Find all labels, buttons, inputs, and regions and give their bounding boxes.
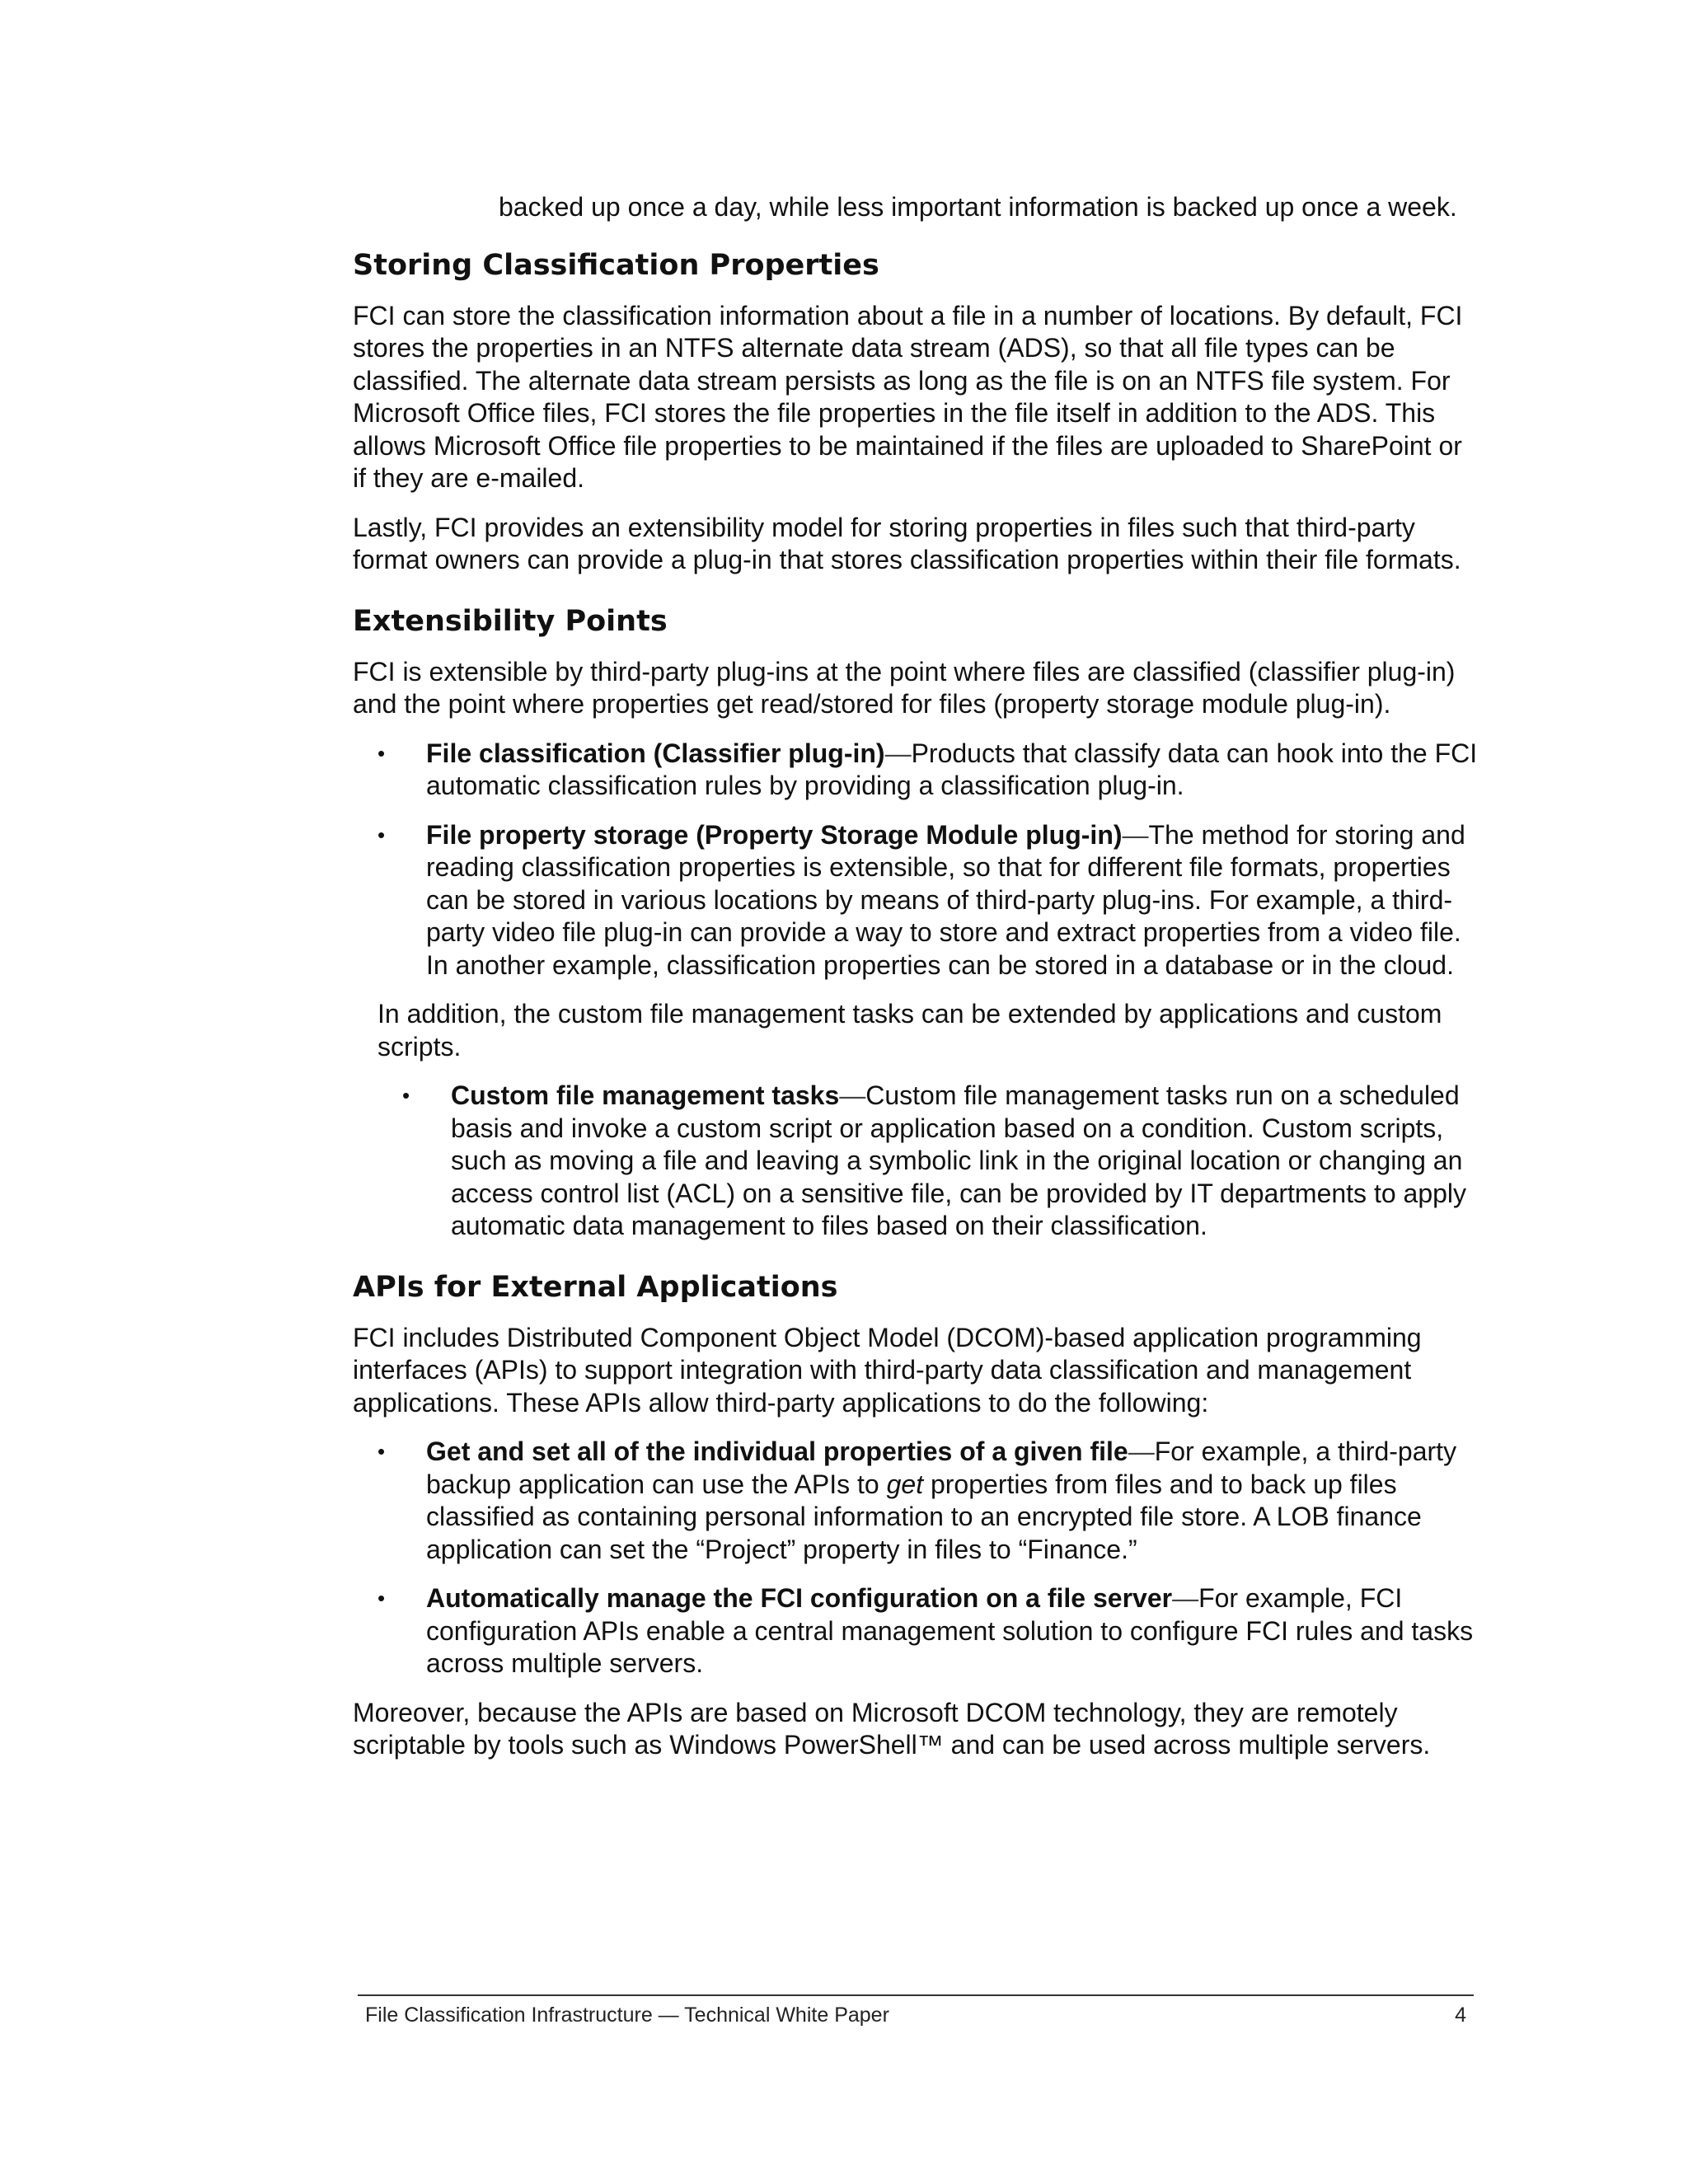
paragraph-apis-closing: Moreover, because the APIs are based on Microsoft DCOM technology, they are remotely scriptable by tools such as Windows PowerShell™ and can be used across multiple servers. [353, 1697, 1431, 1760]
bullet-text: Products that classify data can hook into the FCI automatic classification rules by providing a classification plug-in. [426, 738, 1478, 800]
extensibility-bullet-list [353, 738, 1482, 982]
list-item [377, 1080, 1482, 1243]
page-number: 4 [1455, 2004, 1466, 2027]
paragraph-extensibility-addition: In addition, the custom file management tasks can be extended by applications and custom scripts. [377, 999, 1442, 1062]
em-dash: — [1128, 1436, 1155, 1466]
page-footer [365, 2003, 1466, 2027]
bullet-title: File property storage (Property Storage Module plug-in) [426, 819, 1123, 850]
bullet-text-before: For example, a third-party backup application can use the APIs to [426, 1436, 1457, 1499]
continuation-paragraph: backed up once a day, while less important information is backed up once a week. [499, 192, 1457, 222]
list-item [353, 738, 1482, 803]
bullet-icon: • [377, 740, 386, 766]
list-item [353, 1436, 1482, 1566]
em-dash: — [1122, 819, 1149, 850]
bullet-title: Custom file management tasks [451, 1080, 840, 1110]
bullet-text: Custom file management tasks run on a scheduled basis and invoke a custom script or application based on a condition. Custom scripts, such as moving a file and leaving a symbolic link in the original location or changing an access control list (ACL) on a sensitive file, can be provided by IT departments to apply automatic data management to files based on their classification. [451, 1080, 1467, 1240]
em-dash: — [839, 1080, 866, 1110]
heading-storing-classification-properties: Storing Classification Properties [353, 248, 879, 282]
page-content [353, 191, 1482, 1779]
heading-extensibility-points: Extensibility Points [353, 604, 668, 638]
heading-apis-for-external-applications: APIs for External Applications [353, 1270, 838, 1304]
custom-tasks-bullet-list [377, 1080, 1482, 1243]
bullet-icon: • [402, 1083, 410, 1108]
em-dash: — [1172, 1583, 1199, 1613]
bullet-icon: • [377, 1586, 386, 1610]
paragraph-storing-2: Lastly, FCI provides an extensibility model for storing properties in files such that third-party format owners can provide a plug-in that stores classification properties within their file formats. [353, 512, 1461, 574]
bullet-text: The method for storing and reading classification properties is extensible, so that for different file formats, properties can be stored in various locations by means of third-party plug-ins. For example, a third-party video file plug-in can provide a way to store and extract properties from a video file. In another example, classification properties can be stored in a database or in the cloud. [426, 819, 1465, 980]
bullet-title: Automatically manage the FCI configuration on a file server [426, 1583, 1173, 1613]
footer-divider [358, 1994, 1474, 1996]
bullet-icon: • [377, 1439, 386, 1464]
list-item [353, 819, 1482, 982]
bullet-text: For example, FCI configuration APIs enable a central management solution to configure FCI rules and tasks across multiple servers. [426, 1583, 1474, 1678]
em-dash: — [884, 738, 912, 768]
paragraph-extensibility-intro: FCI is extensible by third-party plug-ins at the point where files are classified (classifier plug-in) and the point where properties get read/stored for files (property storage module plug-in). [353, 656, 1456, 719]
bullet-title: Get and set all of the individual properties of a given file [426, 1436, 1128, 1466]
bullet-icon: • [377, 822, 386, 847]
paragraph-storing-1: FCI can store the classification information about a file in a number of locations. By default, FCI stores the properties in an NTFS alternate data stream (ADS), so that all file types can be classified. The alternate data stream persists as long as the file is on an NTFS file system. For Microsoft Office files, FCI stores the file properties in the file itself in addition to the ADS. This allows Microsoft Office file properties to be maintained if the files are uploaded to SharePoint or if they are e-mailed. [353, 300, 1463, 493]
bullet-title: File classification (Classifier plug-in) [426, 738, 885, 768]
bullet-text-italic: get [886, 1469, 924, 1499]
footer-title: File Classification Infrastructure — Technical White Paper [365, 2004, 889, 2027]
list-item [353, 1582, 1482, 1680]
apis-bullet-list [353, 1436, 1482, 1680]
paragraph-apis-intro: FCI includes Distributed Component Object Model (DCOM)-based application programming interfaces (APIs) to support integration with third-party data classification and management applications. These APIs allow third-party applications to do the following: [353, 1322, 1422, 1418]
bullet-text-after: properties from files and to back up files classified as containing personal information to an encrypted file store. A LOB finance application can set the “Project” property in files to “Finance.” [426, 1469, 1422, 1564]
